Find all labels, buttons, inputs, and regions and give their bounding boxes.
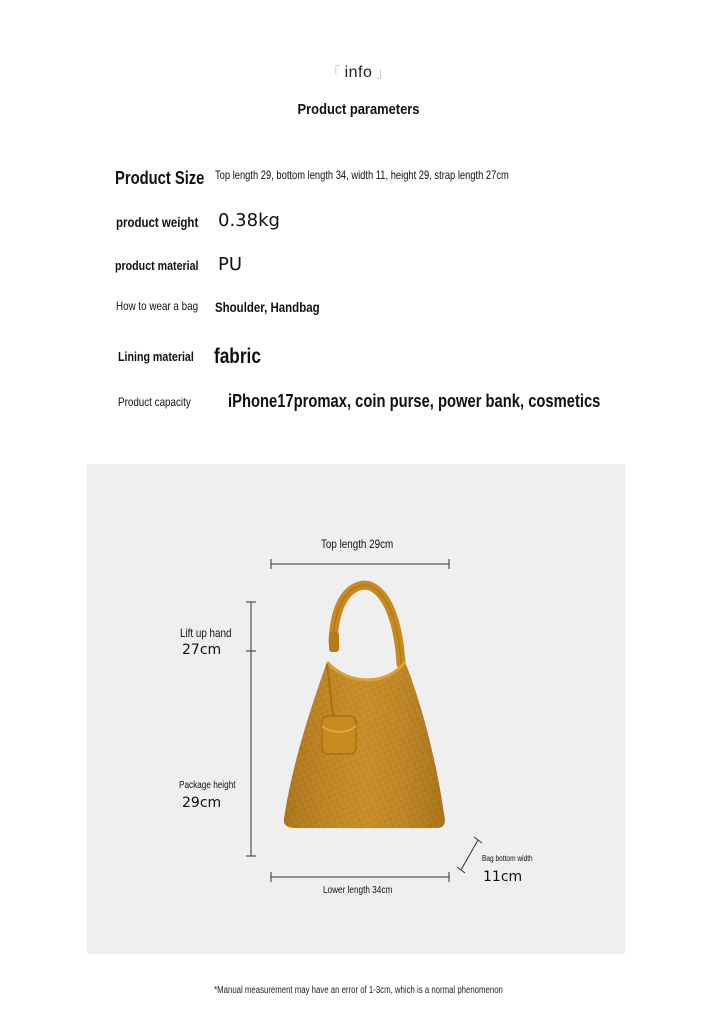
info-label: info xyxy=(344,64,373,81)
top-length-line xyxy=(271,559,449,569)
info-heading xyxy=(0,62,717,82)
param-label-wear: How to wear a bag xyxy=(116,299,199,313)
lower-length-label: Lower length 34cm xyxy=(323,885,393,896)
param-label-capacity: Product capacity xyxy=(118,395,191,409)
param-value-material: PU xyxy=(218,254,243,275)
param-value-lining: fabric xyxy=(214,345,261,368)
param-value-weight: 0.38kg xyxy=(218,210,280,231)
bag-illustration xyxy=(284,585,445,828)
bottom-width-label: Bag bottom width xyxy=(482,854,533,863)
bottom-width-value: 11cm xyxy=(483,869,523,885)
height-line xyxy=(246,602,256,856)
param-label-size: Product Size xyxy=(115,168,205,188)
param-value-capacity: iPhone17promax, coin purse, power bank, cosmetics xyxy=(228,391,601,411)
param-label-weight: product weight xyxy=(116,214,199,230)
param-value-size: Top length 29, bottom length 34, width 11, height 29, strap length 27cm xyxy=(215,168,509,182)
page-title: Product parameters xyxy=(297,101,420,118)
param-label-lining: Lining material xyxy=(118,349,194,364)
bracket-close: 」 xyxy=(376,65,390,80)
top-length-label: Top length 29cm xyxy=(321,537,394,551)
param-value-wear: Shoulder, Handbag xyxy=(215,299,320,315)
footnote: *Manual measurement may have an error of 1-3cm, which is a normal phenomenon xyxy=(214,985,503,996)
strap-length-value: 27cm xyxy=(182,642,222,658)
package-height-label: Package height xyxy=(179,780,236,791)
strap-length-label: Lift up hand xyxy=(180,626,232,640)
bracket-open: 「 xyxy=(327,65,341,80)
dimension-diagram xyxy=(87,464,625,954)
param-label-material: product material xyxy=(115,258,199,273)
bottom-width-line xyxy=(457,837,482,873)
package-height-value: 29cm xyxy=(182,795,222,811)
lower-length-line xyxy=(271,872,449,882)
